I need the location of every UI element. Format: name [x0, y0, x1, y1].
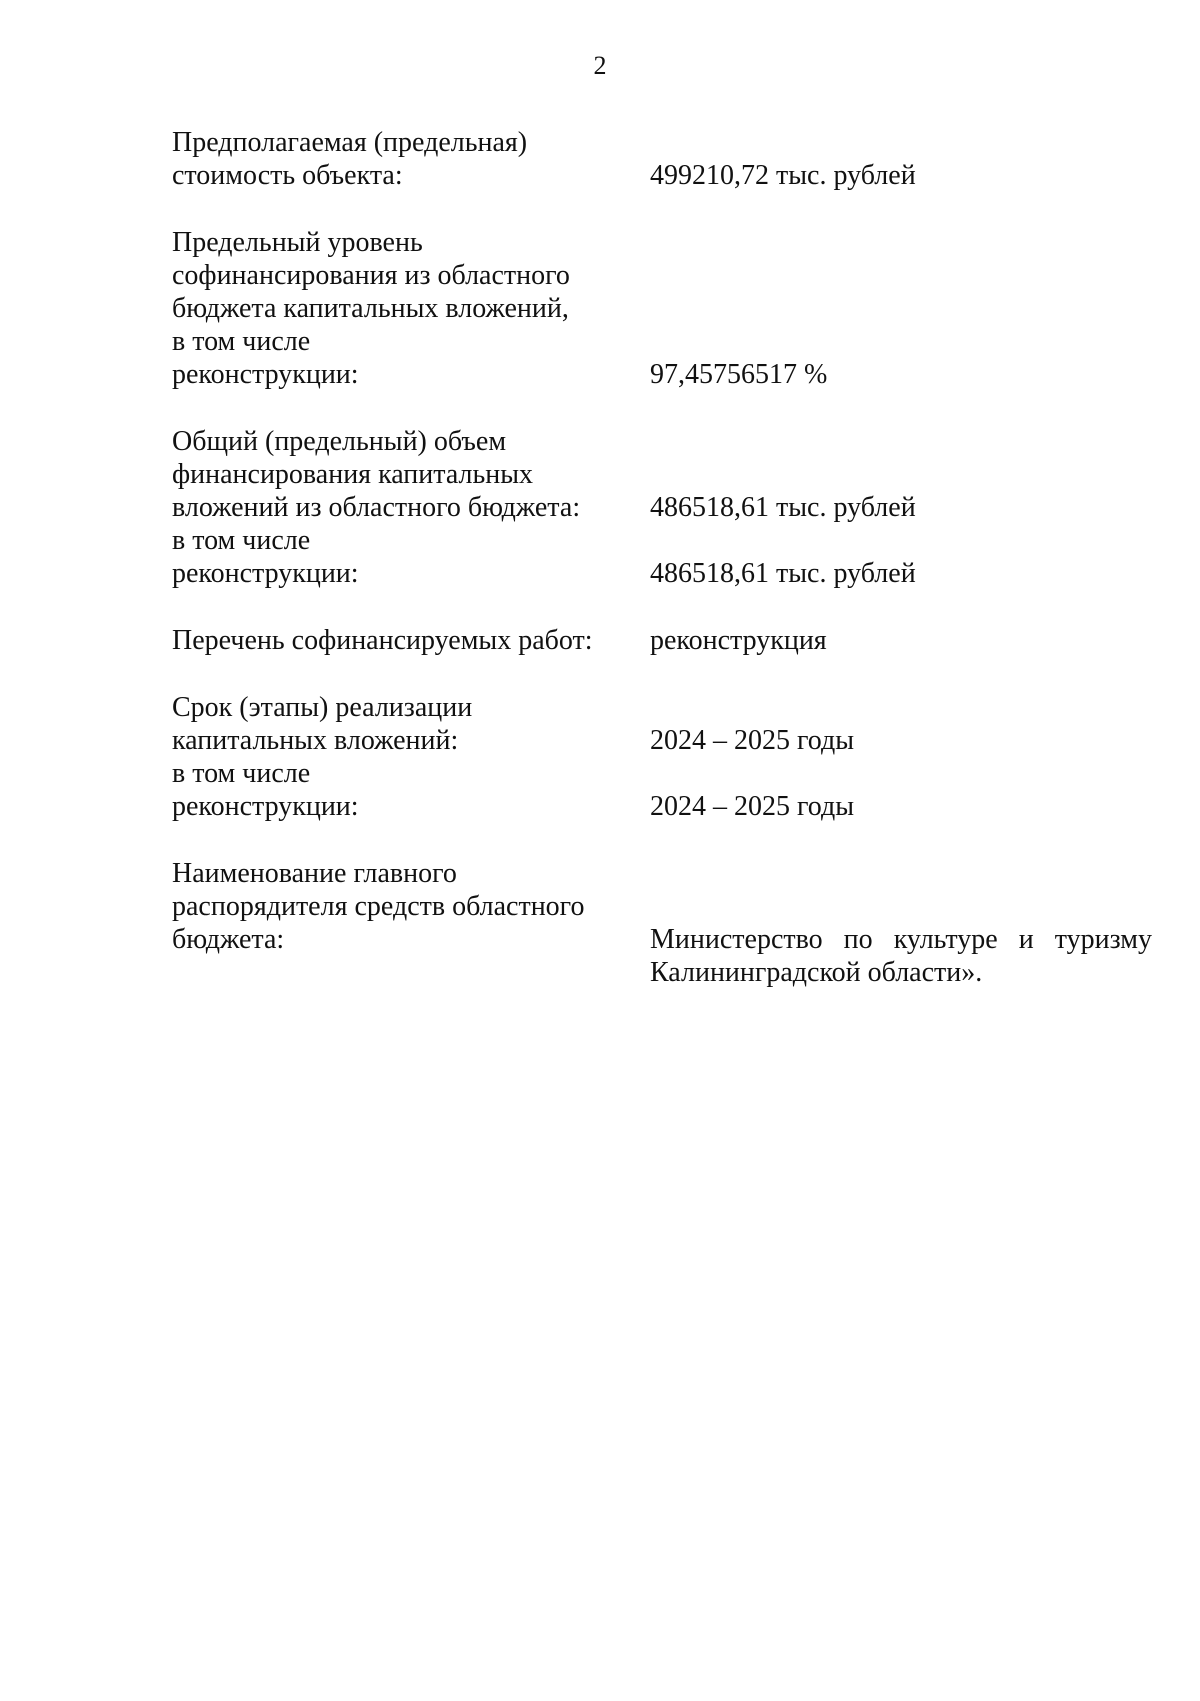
- value-line: 97,45756517 %: [650, 359, 828, 390]
- label-line: реконструкции:: [172, 359, 359, 390]
- value-line: 499210,72 тыс. рублей: [650, 160, 916, 191]
- label-line: Срок (этапы) реализации: [172, 692, 473, 723]
- field-value: [650, 724, 1152, 757]
- label-line: капитальных вложений:: [172, 725, 459, 756]
- field-value: [650, 491, 1152, 524]
- field-implementation-period: [172, 691, 1152, 757]
- value-line: реконструкция: [650, 625, 827, 656]
- document-content: [172, 126, 1152, 989]
- field-implementation-period-reconstruction: [172, 757, 1152, 823]
- value-line: 486518,61 тыс. рублей: [650, 492, 916, 523]
- label-line: Предельный уровень: [172, 227, 423, 258]
- field-total-financing: [172, 425, 1152, 524]
- page-number: 2: [593, 51, 607, 80]
- value-line: 486518,61 тыс. рублей: [650, 558, 916, 589]
- field-total-financing-reconstruction: [172, 524, 1152, 590]
- label-line: вложений из областного бюджета:: [172, 492, 581, 523]
- field-label: [172, 524, 650, 590]
- label-line: бюджета капитальных вложений,: [172, 293, 569, 324]
- field-value: [650, 358, 1152, 391]
- field-label: [172, 691, 650, 757]
- field-chief-administrator: [172, 857, 1152, 989]
- label-line: в том числе: [172, 326, 311, 357]
- label-line: реконструкции:: [172, 558, 359, 589]
- field-label: [172, 624, 650, 657]
- field-label: [172, 425, 650, 524]
- field-estimated-cost: [172, 126, 1152, 192]
- field-value: [650, 159, 1152, 192]
- field-label: [172, 226, 650, 391]
- field-label: [172, 126, 650, 192]
- field-cofinancing-level: [172, 226, 1152, 391]
- field-value: [650, 557, 1152, 590]
- label-line: Перечень софинансируемых работ:: [172, 625, 593, 656]
- label-line: распорядителя средств областного: [172, 891, 585, 922]
- field-label: [172, 857, 650, 956]
- label-line: реконструкции:: [172, 791, 359, 822]
- label-line: Наименование главного: [172, 858, 457, 889]
- value-line: 2024 – 2025 годы: [650, 725, 855, 756]
- label-line: в том числе: [172, 758, 311, 789]
- field-work-list: [172, 624, 1152, 657]
- label-line: Общий (предельный) объем: [172, 426, 507, 457]
- label-line: финансирования капитальных: [172, 459, 534, 490]
- field-label: [172, 757, 650, 823]
- label-line: в том числе: [172, 525, 311, 556]
- field-value: [650, 857, 1152, 989]
- field-value: [650, 624, 1152, 657]
- label-line: софинансирования из областного: [172, 260, 570, 291]
- value-line: 2024 – 2025 годы: [650, 791, 855, 822]
- label-line: стоимость объекта:: [172, 160, 403, 191]
- value-line: Министерство по культуре и туризму: [650, 924, 1152, 955]
- value-line: Калининградской области».: [650, 957, 983, 988]
- label-line: Предполагаемая (предельная): [172, 127, 528, 158]
- field-value: [650, 790, 1152, 823]
- label-line: бюджета:: [172, 924, 285, 955]
